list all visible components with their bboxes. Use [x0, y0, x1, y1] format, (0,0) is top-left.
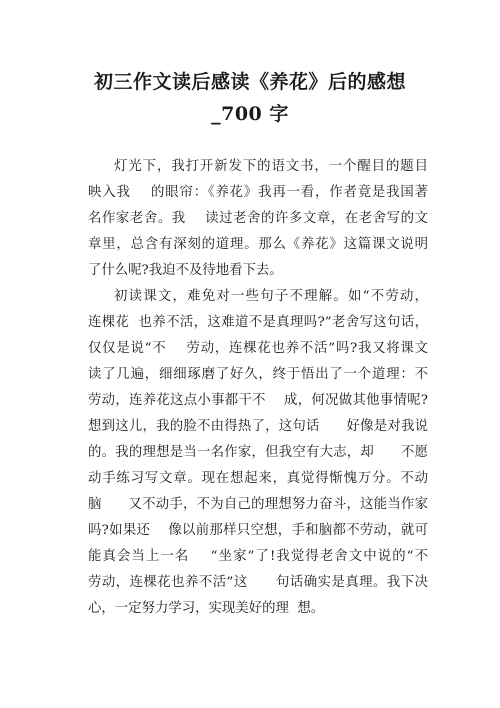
- document-title-suffix: _700 字: [211, 103, 289, 125]
- paragraph-line: 读了几遍，细细琢磨了好久，终于悟出了一个道理：不: [88, 367, 428, 382]
- paragraph-line: 的。我的理想是当一名作家，但我空有大志，却 不愿: [88, 445, 428, 460]
- paragraph-line: 能真会当上一名 “坐家”了!我觉得老舍文中说的“不: [88, 549, 428, 564]
- paragraph-line: 连棵花 也养不活，这难道不是真理吗?”老舍写这句话，: [88, 315, 428, 330]
- paragraph-line: 心，一定努力学习，实现美好的理 想。: [88, 601, 325, 616]
- paragraph-line: 吗?如果还 像以前那样只空想，手和脑都不劳动，就可: [88, 523, 428, 538]
- paragraph-line: 仅仅是说“不 劳动，连棵花也养不活”吗?我又将课文: [88, 341, 428, 356]
- paragraph-line: 初读课文，难免对一些句子不理解。如“不劳动，: [114, 289, 428, 304]
- paragraph-line: 名作家老舍。我 读过老舍的许多文章，在老舍写的文: [88, 211, 428, 226]
- document-title: 初三作文读后感读《养花》后的感想: [93, 71, 406, 93]
- paragraph-line: 映入我 的眼帘：《养花》我再一看，作者竟是我国著: [88, 185, 428, 200]
- paragraph-line: 劳动，连养花这点小事都干不 成，何况做其他事情呢?: [88, 393, 428, 408]
- paragraph-line: 章里，总含有深刻的道理。那么《养花》这篇课文说明: [88, 237, 428, 252]
- paragraph-line: 劳动，连棵花也养不活”这 句话确实是真理。我下决: [88, 575, 428, 590]
- paragraph-line: 了什么呢?我迫不及待地看下去。: [88, 263, 283, 278]
- paragraph-line: 灯光下，我打开新发下的语文书，一个醒目的题目: [114, 159, 428, 174]
- paragraph-line: 脑 又不动手，不为自己的理想努力奋斗，这能当作家: [88, 497, 428, 512]
- paragraph-line: 动手练习写文章。现在想起来，真觉得惭愧万分。不动: [88, 471, 428, 486]
- paragraph-line: 想到这儿，我的脸不由得热了，这句话 好像是对我说: [88, 419, 428, 434]
